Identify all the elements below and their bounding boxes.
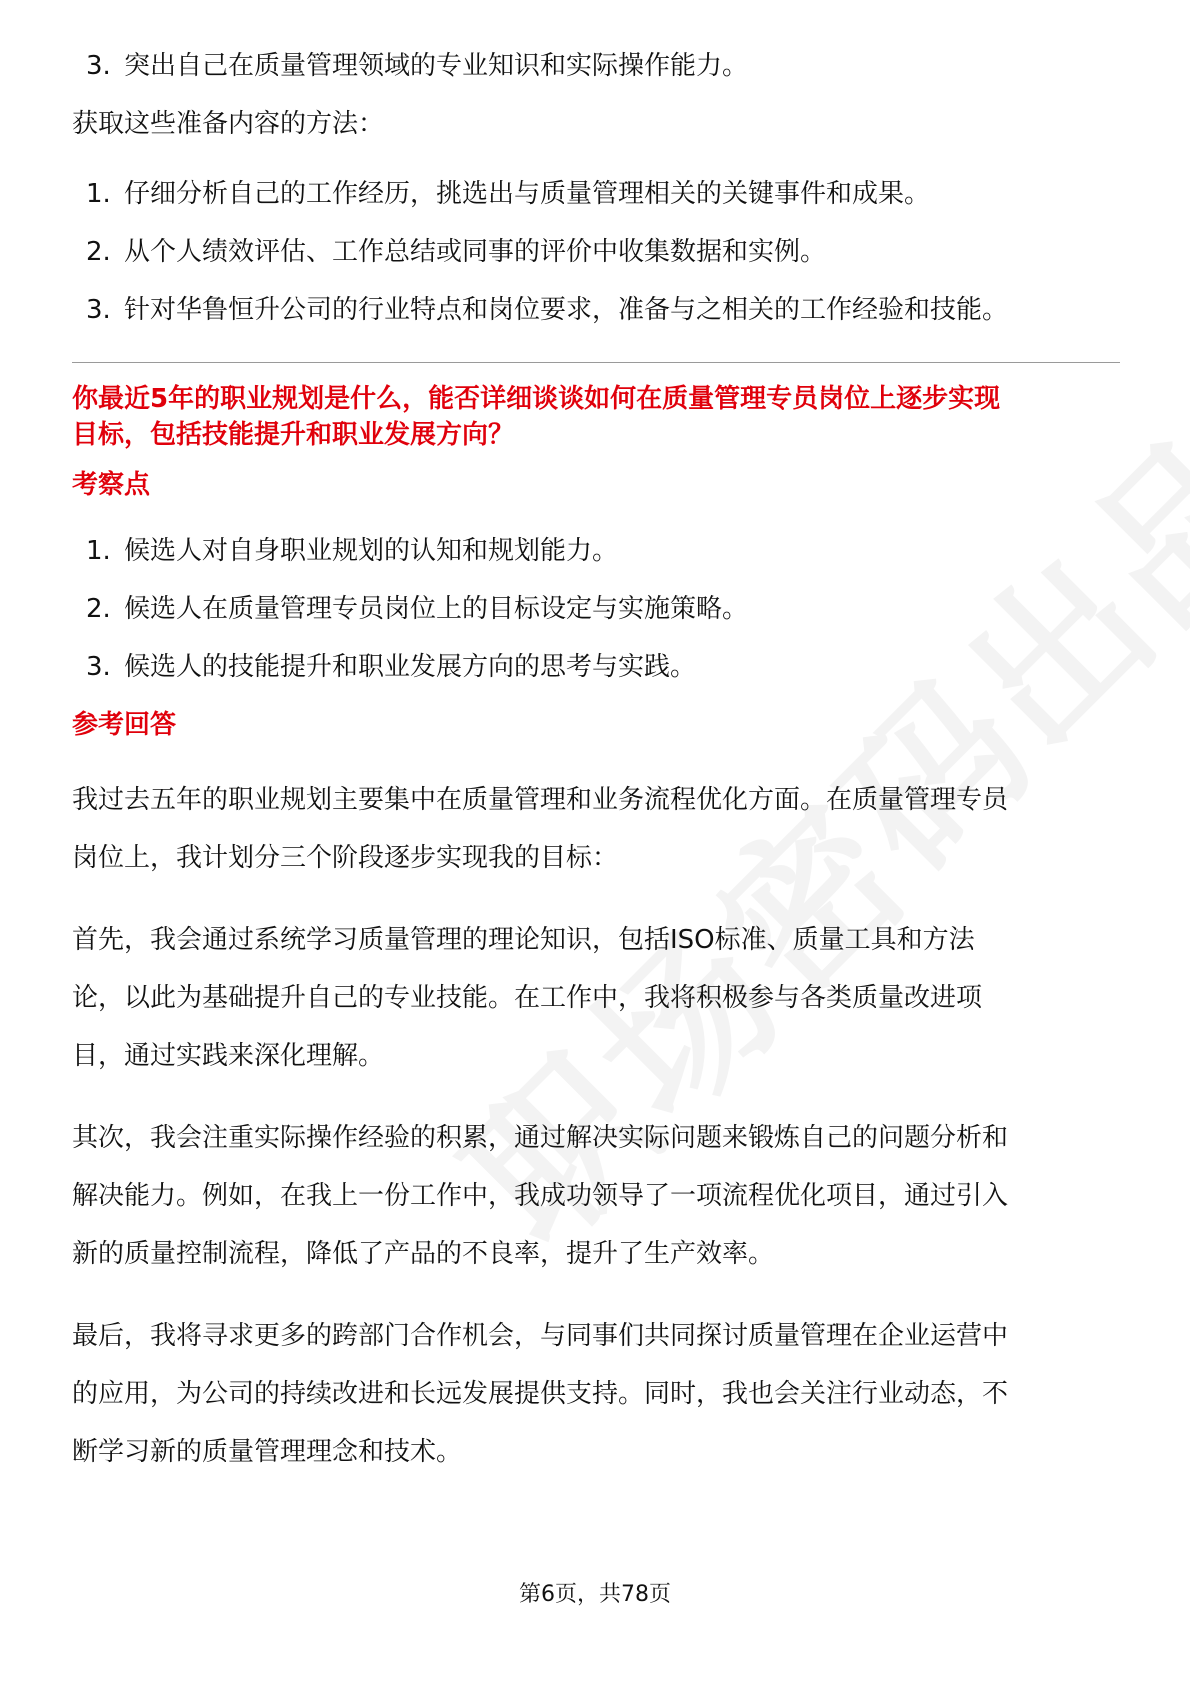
list-text: 候选人对自身职业规划的认知和规划能力。 (124, 536, 619, 566)
list-text: 候选人在质量管理专员岗位上的目标设定与实施策略。 (124, 594, 749, 624)
paragraph-line: 断学习新的质量管理理念和技术。 (72, 1437, 463, 1467)
list-text: 仔细分析自己的工作经历，挑选出与质量管理相关的关键事件和成果。 (124, 179, 931, 209)
list-text: 从个人绩效评估、工作总结或同事的评价中收集数据和实例。 (124, 237, 827, 267)
paragraph-line: 目，通过实践来深化理解。 (72, 1041, 385, 1071)
answer-paragraph (72, 771, 1120, 887)
list-item (72, 290, 1120, 330)
question-heading (72, 381, 1120, 453)
list-text: 针对华鲁恒升公司的行业特点和岗位要求，准备与之相关的工作经验和技能。 (124, 295, 1009, 325)
list-number: 3. (86, 51, 111, 81)
list-text: 突出自己在质量管理领域的专业知识和实际操作能力。 (124, 51, 749, 81)
list-item (72, 232, 1120, 272)
page-content (72, 46, 1120, 1481)
list-number: 2. (86, 237, 111, 267)
paragraph-line: 解决能力。例如，在我上一份工作中，我成功领导了一项流程优化项目，通过引入 (72, 1181, 1009, 1211)
question-line: 目标，包括技能提升和职业发展方向？ (72, 420, 515, 450)
methods-list (72, 174, 1120, 330)
list-number: 2. (86, 594, 111, 624)
evaluation-points-heading: 考察点 (72, 470, 151, 500)
question-line: 你最近5年的职业规划是什么，能否详细谈谈如何在质量管理专员岗位上逐步实现 (72, 384, 1001, 414)
paragraph-line: 论，以此为基础提升自己的专业技能。在工作中，我将积极参与各类质量改进项 (72, 983, 983, 1013)
list-item (72, 174, 1120, 214)
list-number: 3. (86, 652, 111, 682)
list-number: 1. (86, 179, 111, 209)
preparation-list-tail (72, 46, 1120, 86)
section-divider (72, 362, 1120, 363)
list-number: 3. (86, 295, 111, 325)
paragraph-line: 其次，我会注重实际操作经验的积累，通过解决实际问题来锻炼自己的问题分析和 (72, 1123, 1009, 1153)
list-item (72, 46, 1120, 86)
list-item (72, 589, 1120, 629)
methods-heading: 获取这些准备内容的方法： (72, 109, 385, 139)
paragraph-line: 的应用，为公司的持续改进和长远发展提供支持。同时，我也会关注行业动态，不 (72, 1379, 1009, 1409)
list-item (72, 531, 1120, 571)
list-number: 1. (86, 536, 111, 566)
paragraph-line: 我过去五年的职业规划主要集中在质量管理和业务流程优化方面。在质量管理专员 (72, 785, 1009, 815)
list-text: 候选人的技能提升和职业发展方向的思考与实践。 (124, 652, 697, 682)
paragraph-line: 首先，我会通过系统学习质量管理的理论知识，包括ISO标准、质量工具和方法 (72, 925, 975, 955)
list-item (72, 647, 1120, 687)
paragraph-line: 新的质量控制流程，降低了产品的不良率，提升了生产效率。 (72, 1239, 775, 1269)
paragraph-line: 岗位上，我计划分三个阶段逐步实现我的目标： (72, 843, 619, 873)
paragraph-line: 最后，我将寻求更多的跨部门合作机会，与同事们共同探讨质量管理在企业运营中 (72, 1321, 1009, 1351)
answer-paragraph (72, 911, 1120, 1085)
evaluation-points-list (72, 531, 1120, 687)
page-number: 第6页，共78页 (519, 1582, 671, 1607)
reference-answer-heading: 参考回答 (72, 710, 177, 740)
answer-paragraph (72, 1307, 1120, 1481)
answer-paragraph (72, 1109, 1120, 1283)
